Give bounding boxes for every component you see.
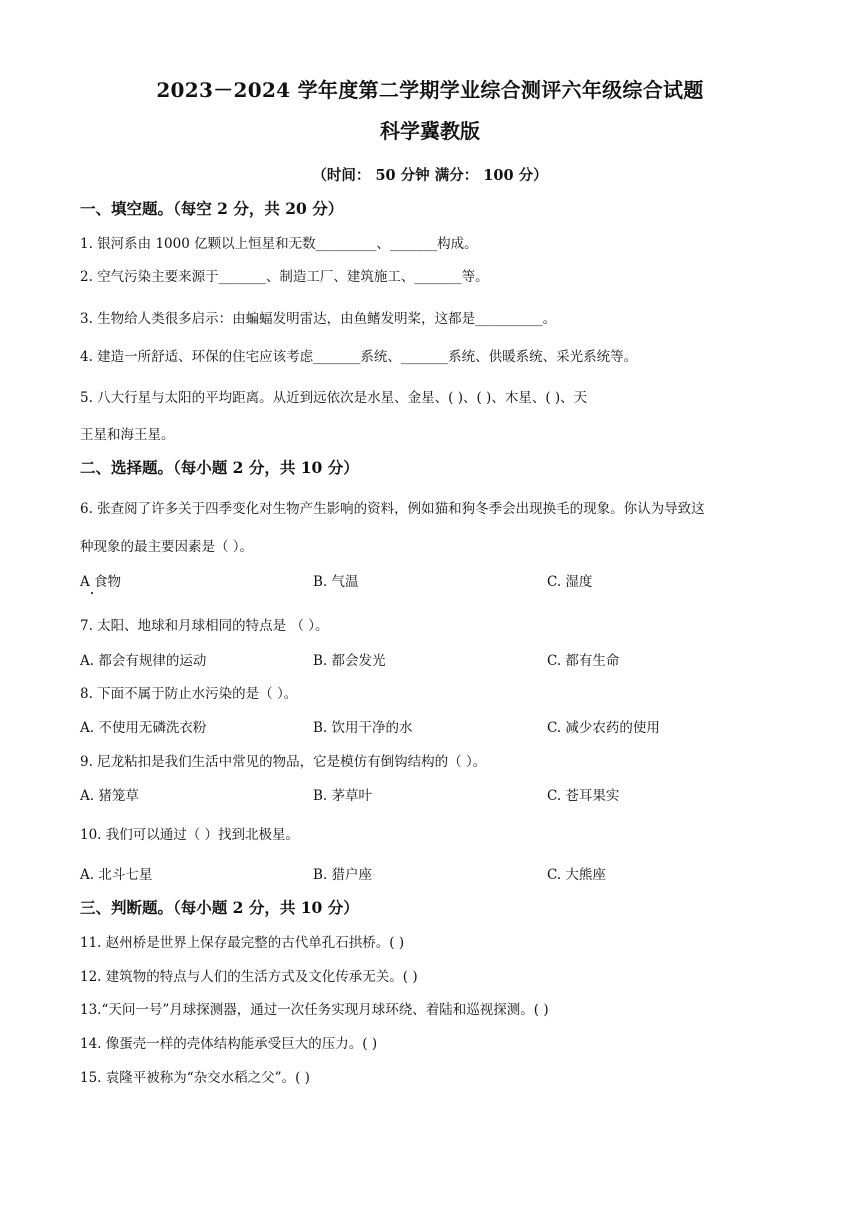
question-6-line-1: 6. 张查阅了许多关于四季变化对生物产生影响的资料，例如猫和狗冬季会出现换毛的现象。你认为导致这: [80, 501, 705, 517]
q8-option-c: C. 减少农药的使用: [547, 720, 660, 736]
section-heading-true-false: 三、判断题。（每小题 2 分，共 10 分）: [80, 898, 359, 917]
q7-option-b: B. 都会发光: [313, 653, 386, 669]
question-3: 3. 生物给人类很多启示：由蝙蝠发明雷达，由鱼鳍发明桨，这都是__________。: [80, 311, 557, 327]
q10-option-b: B. 猎户座: [313, 867, 373, 883]
question-2: 2. 空气污染主要来源于_______、制造工厂、建筑施工、_______等。: [80, 269, 489, 285]
q10-option-a: A. 北斗七星: [80, 867, 153, 883]
q9-option-a: A. 猪笼草: [80, 788, 139, 804]
q6-option-a-dot: [91, 592, 93, 594]
q9-option-b: B. 茅草叶: [313, 788, 373, 804]
question-7: 7. 太阳、地球和月球相同的特点是 （ ）。: [80, 618, 329, 634]
exam-meta: （时间： 50 分钟 满分： 100 分）: [312, 167, 548, 184]
exam-title: 2023－2024 学年度第二学期学业综合测评六年级综合试题: [156, 78, 704, 102]
question-6-line-2: 种现象的最主要因素是（ ）。: [80, 539, 254, 555]
q9-option-c: C. 苍耳果实: [547, 788, 620, 804]
q7-option-a: A. 都会有规律的运动: [80, 653, 207, 669]
question-12: 12. 建筑物的特点与人们的生活方式及文化传承无关。( ): [80, 969, 418, 985]
q8-option-a: A. 不使用无磷洗衣粉: [80, 720, 207, 736]
q10-option-c: C. 大熊座: [547, 867, 606, 883]
section-heading-choice: 二、选择题。（每小题 2 分，共 10 分）: [80, 458, 359, 477]
q7-option-c: C. 都有生命: [547, 653, 620, 669]
q6-option-c: C. 湿度: [547, 574, 593, 590]
question-9: 9. 尼龙粘扣是我们生活中常见的物品，它是模仿有倒钩结构的（ ）。: [80, 754, 487, 770]
question-13: 13.“天问一号”月球探测器，通过一次任务实现月球环绕、着陆和巡视探测。( ): [80, 1002, 549, 1018]
q8-option-b: B. 饮用干净的水: [313, 720, 413, 736]
question-5-line-2: 王星和海王星。: [80, 427, 175, 443]
question-14: 14. 像蛋壳一样的壳体结构能承受巨大的压力。( ): [80, 1036, 378, 1052]
question-15: 15. 袁隆平被称为“杂交水稻之父”。( ): [80, 1070, 310, 1086]
q6-option-b: B. 气温: [313, 574, 359, 590]
question-5-line-1: 5. 八大行星与太阳的平均距离。从近到远依次是水星、金星、( )、( )、木星、( )、天: [80, 390, 588, 406]
exam-subtitle: 科学冀教版: [380, 119, 480, 143]
q6-option-a: A 食物: [80, 574, 122, 590]
section-heading-fill-blank: 一、填空题。（每空 2 分，共 20 分）: [80, 199, 344, 218]
question-11: 11. 赵州桥是世界上保存最完整的古代单孔石拱桥。( ): [80, 935, 405, 951]
question-1: 1. 银河系由 1000 亿颗以上恒星和无数_________、_______构成。: [80, 236, 478, 252]
question-8: 8. 下面不属于防止水污染的是（ ）。: [80, 686, 298, 702]
question-10: 10. 我们可以通过（ ）找到北极星。: [80, 827, 300, 843]
question-4: 4. 建造一所舒适、环保的住宅应该考虑_______系统、_______系统、供暖系统、采光系统等。: [80, 349, 638, 365]
